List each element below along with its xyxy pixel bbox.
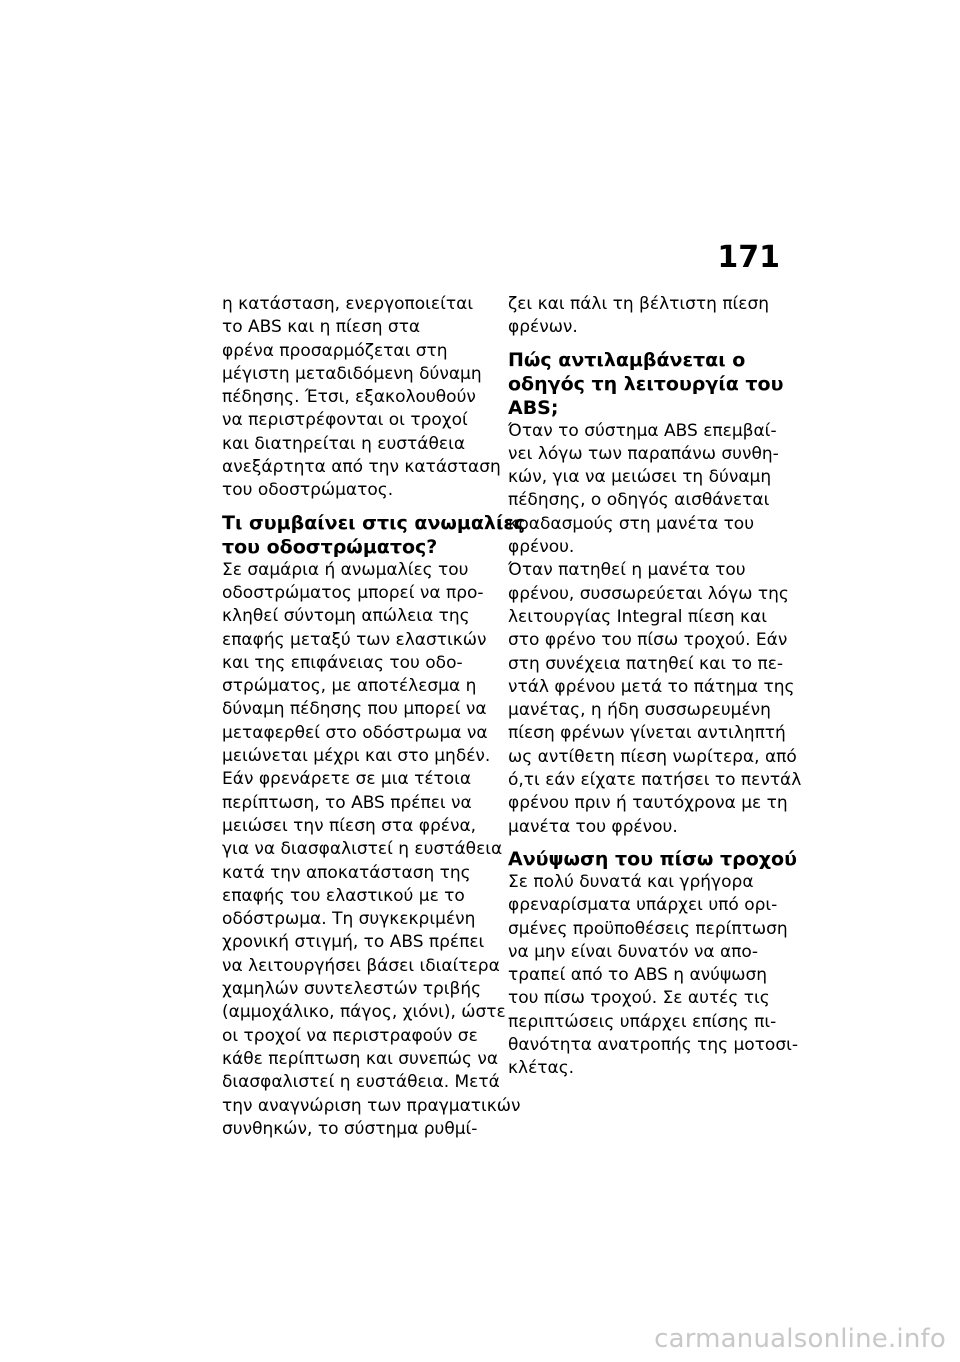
text-line: περίπτωση, το ABS πρέπει να [222, 792, 472, 813]
text-line: επαφής μεταξύ των ελαστικών [222, 629, 487, 650]
text-line: (αμμοχάλικο, πάγος, χιόνι), ώστε [222, 1002, 506, 1023]
text-line: θανότητα ανατροπής της μοτοσι- [508, 1035, 798, 1056]
right-column [508, 293, 802, 1081]
text-line: μεταφερθεί στο οδόστρωμα να [222, 722, 488, 743]
text-line: ό,τι εάν είχατε πατήσει το πεντάλ [508, 770, 802, 791]
text-line: διασφαλιστεί η ευστάθεια. Μετά [222, 1072, 500, 1093]
text-line: Όταν το σύστημα ABS επεμβαί- [508, 420, 777, 441]
text-line: του πίσω τροχού. Σε αυτές τις [508, 988, 770, 1009]
text-line: ως αντίθετη πίεση νωρίτερα, από [508, 746, 797, 767]
text-line: στο φρένο του πίσω τροχού. Εάν [508, 630, 788, 651]
text-line: ανεξάρτητα από την κατάσταση [222, 457, 501, 478]
section-body-rear-wheel-lift [508, 871, 798, 1081]
section-heading-rear-wheel-lift [508, 847, 797, 871]
text-line: και της επιφάνειας του οδο- [222, 652, 463, 673]
text-line: φρένων. [508, 317, 578, 338]
text-line: ζει και πάλι τη βέλτιστη πίεση [508, 294, 770, 314]
text-line: Όταν πατηθεί η μανέτα του [508, 560, 746, 581]
watermark: carmanualsonline.info [654, 1324, 946, 1354]
text-line: Εάν φρενάρετε σε μια τέτοια [222, 769, 472, 790]
text-line: στη συνέχεια πατηθεί και το πε- [508, 653, 784, 674]
text-line: τραπεί από το ABS η ανύψωση [508, 965, 768, 986]
left-intro-paragraph [222, 293, 501, 503]
text-line: σμένες προϋποθέσεις περίπτωση [508, 918, 788, 939]
text-line: μειώνεται μέχρι και στο μηδέν. [222, 746, 491, 767]
text-line: φρένα προσαρμόζεται στη [222, 340, 448, 361]
text-line: δύναμη πέδησης που μπορεί να [222, 699, 487, 720]
text-line: πέδησης. Έτσι, εξακολουθούν [222, 387, 476, 408]
text-line: νει λόγω των παραπάνω συνθη- [508, 443, 779, 464]
text-line: συνθηκών, το σύστημα ρυθμί- [222, 1118, 478, 1139]
page-number: 171 [717, 240, 780, 275]
text-line: φρεναρίσματα υπάρχει υπό ορι- [508, 895, 778, 916]
text-line: κατά την αποκατάσταση της [222, 862, 471, 883]
section-heading-abs-perception [508, 348, 786, 420]
text-line: φρένου, συσσωρεύεται λόγω της [508, 583, 789, 604]
text-line: Σε σαμάρια ή ανωμαλίες του [222, 559, 469, 580]
text-line: για να διασφαλιστεί η ευστάθεια [222, 839, 503, 860]
text-line: μέγιστη μεταδιδόμενη δύναμη [222, 363, 482, 384]
text-line: στρώματος, με αποτέλεσμα η [222, 676, 477, 697]
text-line: ντάλ φρένου μετά το πάτημα της [508, 676, 795, 697]
heading-line: του οδοστρώματος? [222, 535, 438, 558]
text-line: Σε πολύ δυνατά και γρήγορα [508, 871, 754, 892]
text-line: του οδοστρώματος. [222, 480, 394, 501]
left-column [222, 293, 526, 1141]
text-line: φρένου. [508, 537, 575, 558]
text-line: η κατάσταση, ενεργοποιείται [222, 294, 474, 314]
text-line: χρονική στιγμή, το ABS πρέπει [222, 932, 485, 953]
text-line: φρένου πριν ή ταυτόχρονα με τη [508, 793, 788, 814]
heading-line: οδηγός τη λειτουργία του [508, 372, 784, 395]
text-line: περιπτώσεις υπάρχει επίσης πι- [508, 1011, 777, 1032]
section-body-abs-perception [508, 420, 802, 839]
text-line: οδοστρώματος μπορεί να προ- [222, 582, 484, 603]
heading-line: Τι συμβαίνει στις ανωμαλίες [222, 511, 526, 534]
text-line: να μην είναι δυνατόν να απο- [508, 941, 758, 962]
section-body-road-irregularities [222, 559, 521, 1141]
text-line: να περιστρέφονται οι τροχοί [222, 410, 468, 431]
text-line: την αναγνώριση των πραγματικών [222, 1095, 521, 1116]
section-heading-road-irregularities [222, 511, 526, 559]
text-line: να λειτουργήσει βάσει ιδιαίτερα [222, 955, 500, 976]
text-line: κών, για να μειώσει τη δύναμη [508, 467, 772, 488]
text-line: λειτουργίας Integral πίεση και [508, 606, 768, 627]
text-line: κληθεί σύντομη απώλεια της [222, 606, 470, 627]
text-line: μανέτας, η ήδη συσσωρευμένη [508, 700, 771, 721]
text-line: και διατηρείται η ευστάθεια [222, 433, 466, 454]
text-line: επαφής του ελαστικού με το [222, 885, 465, 906]
heading-line: Ανύψωση του πίσω τροχού [508, 847, 797, 870]
right-intro-paragraph [508, 293, 786, 340]
heading-line: Πώς αντιλαμβάνεται ο [508, 348, 746, 371]
text-line: πέδησης, ο οδηγός αισθάνεται [508, 490, 770, 511]
heading-line: ABS; [508, 396, 559, 419]
text-line: το ABS και η πίεση στα [222, 317, 421, 338]
text-line: οδόστρωμα. Τη συγκεκριμένη [222, 909, 476, 930]
text-line: μανέτα του φρένου. [508, 816, 678, 837]
text-line: κάθε περίπτωση και συνεπώς να [222, 1048, 499, 1069]
text-line: μειώσει την πίεση στα φρένα, [222, 815, 477, 836]
text-line: πίεση φρένων γίνεται αντιληπτή [508, 723, 786, 744]
text-line: χαμηλών συντελεστών τριβής [222, 979, 482, 1000]
text-line: κραδασμούς στη μανέτα του [508, 513, 755, 534]
text-line: κλέτας. [508, 1058, 575, 1079]
text-line: οι τροχοί να περιστραφούν σε [222, 1025, 478, 1046]
